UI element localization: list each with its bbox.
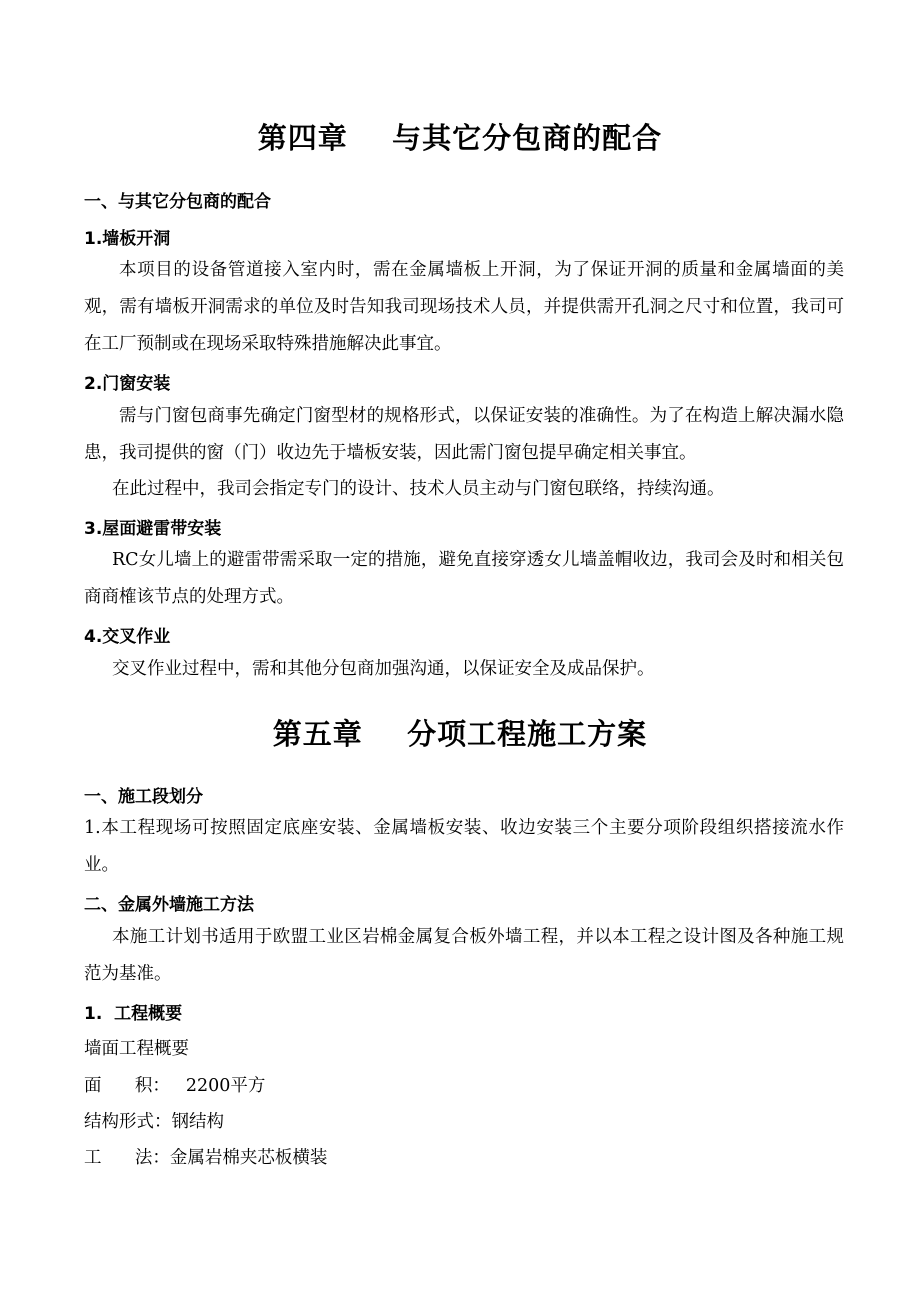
area-value: 2200平方 [185,1076,266,1096]
item3-heading: 3.屋面避雷带安装 [84,519,222,539]
chapter4-title: 第四章 与其它分包商的配合 [257,121,663,155]
structure-row [84,1108,224,1133]
method-row [84,1144,327,1169]
method-value: 金属岩棉夹芯板横装 [169,1148,328,1168]
item1-paragraph: 本项目的设备管道接入室内时，需在金属墙板上开洞，为了保证开洞的质量和金属墙面的美观，需有墙板开洞需求的单位及时告知我司现场技术人员，并提供需开孔洞之尺寸和位置，我司可在工厂预制或在现场采取特殊措施解决此事宜。 [84,260,844,354]
chapter5-section1-paragraph: 1.本工程现场可按照固定底座安装、金属墙板安装、收边安装三个主要分项阶段组织搭接流水作业。 [84,818,844,875]
area-label: 面 积： [84,1076,170,1096]
chapter5-section2-paragraph: 本施工计划书适用于欧盟工业区岩棉金属复合板外墙工程，并以本工程之设计图及各种施工规范为基准。 [84,927,844,984]
item3-paragraph: RC女儿墙上的避雷带需采取一定的措施，避免直接穿透女儿墙盖帽收边，我司会及时和相关包商商榷该节点的处理方式。 [84,550,844,607]
chapter5-section1-heading: 一、施工段划分 [84,787,203,807]
item2-paragraph-2: 在此过程中，我司会指定专门的设计、技术人员主动与门窗包联络，持续沟通。 [112,479,725,499]
chapter5-section2-heading: 二、金属外墙施工方法 [84,895,254,915]
item4-paragraph: 交叉作业过程中，需和其他分包商加强沟通，以保证安全及成品保护。 [112,659,655,679]
chapter5-title: 第五章 分项工程施工方案 [272,717,648,751]
item2-paragraph-1: 需与门窗包商事先确定门窗型材的规格形式，以保证安装的准确性。为了在构造上解决漏水隐患，我司提供的窗（门）收边先于墙板安装，因此需门窗包提早确定相关事宜。 [84,406,844,463]
area-row [84,1072,265,1097]
chapter4-section1-heading: 一、与其它分包商的配合 [84,192,271,212]
overview-heading: 1. 工程概要 [84,1004,183,1024]
structure-label: 结构形式： [84,1112,172,1132]
method-label: 工 法： [84,1148,170,1168]
overview-subheading: 墙面工程概要 [84,1039,189,1059]
item2-heading: 2.门窗安装 [84,374,171,394]
item1-heading: 1.墙板开洞 [84,229,171,249]
structure-value: 钢结构 [171,1112,224,1132]
item4-heading: 4.交叉作业 [84,627,171,647]
